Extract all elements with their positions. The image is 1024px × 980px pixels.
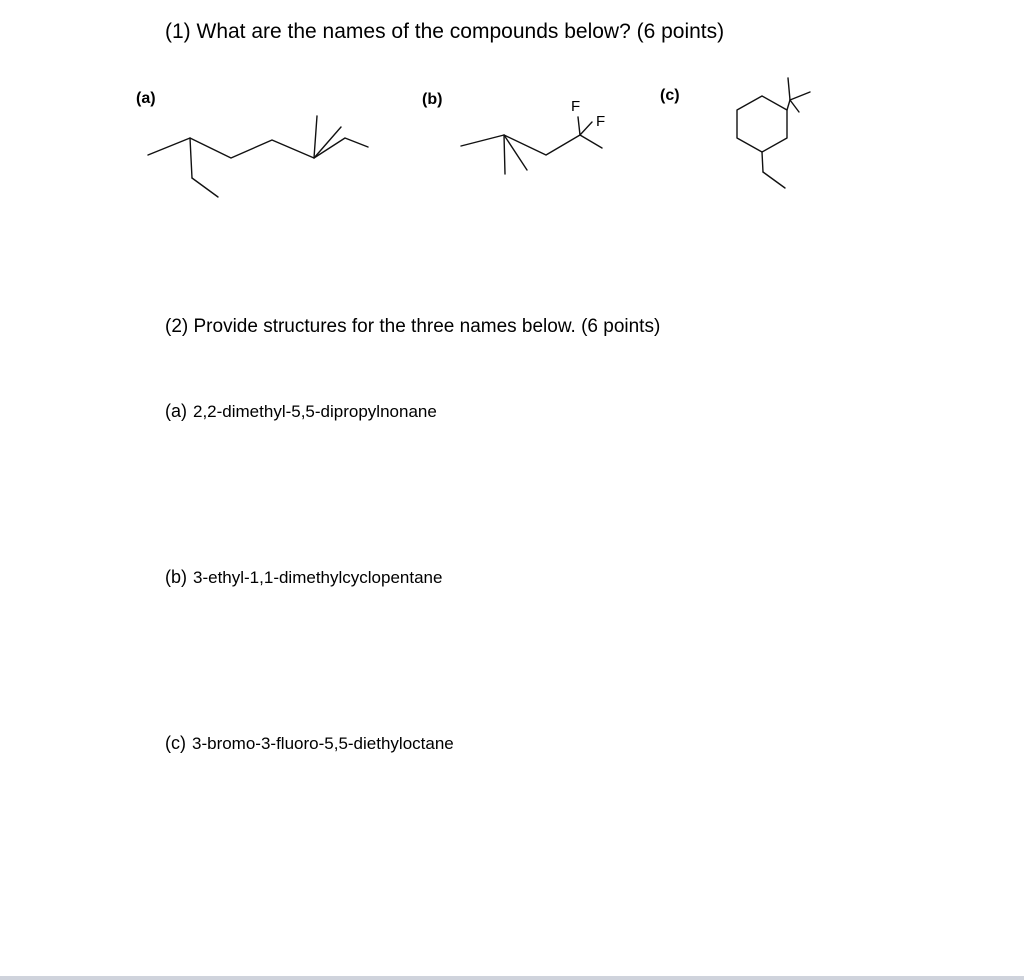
page-bottom-border — [0, 976, 1024, 980]
question-2-item-a-tag: (a) — [165, 401, 187, 421]
compound-a-label: (a) — [136, 90, 156, 107]
compound-b-main-chain — [461, 135, 602, 155]
compound-c-methyl-right — [790, 92, 810, 100]
compound-c-methyl-down — [790, 100, 799, 112]
compound-b-bond-to-f-right — [580, 122, 592, 135]
fluorine-atom-top: F — [571, 98, 581, 115]
structure-drawings — [0, 0, 1024, 240]
compound-c-structure — [737, 78, 810, 188]
compound-c-bond-down — [762, 152, 763, 172]
question-2-item-c-name: 3-bromo-3-fluoro-5,5-diethyloctane — [192, 734, 454, 753]
question-2-item-a — [165, 401, 437, 422]
compound-c-label: (c) — [660, 87, 680, 104]
compound-c-bond-to-quaternary — [787, 100, 790, 110]
compound-c-methyl-up — [788, 78, 790, 100]
fluorine-atom-right: F — [596, 113, 606, 130]
compound-c-ring — [737, 96, 787, 152]
compound-b-bond-to-f-top — [578, 117, 580, 135]
question-2-item-a-name: 2,2-dimethyl-5,5-dipropylnonane — [193, 402, 437, 421]
question-2-title: (2) Provide structures for the three names below. (6 points) — [165, 316, 661, 337]
question-2-item-c — [165, 733, 454, 754]
compound-b-structure — [461, 98, 605, 174]
compound-a-main-chain — [148, 138, 368, 158]
compound-b-methyl-down — [504, 135, 505, 174]
question-2-item-b — [165, 567, 442, 588]
compound-a-branch-down — [190, 138, 192, 178]
compound-a-branch-ethyl — [192, 178, 218, 197]
compound-a-structure — [148, 116, 368, 197]
question-2-item-c-tag: (c) — [165, 733, 186, 753]
compound-c-ethyl — [763, 172, 785, 188]
compound-b-label: (b) — [422, 91, 443, 108]
question-2-item-b-name: 3-ethyl-1,1-dimethylcyclopentane — [193, 568, 443, 587]
question-2-item-b-tag: (b) — [165, 567, 187, 587]
question-1-title: (1) What are the names of the compounds below? (6 points) — [165, 20, 725, 43]
compound-a-methyl-up — [314, 116, 317, 158]
